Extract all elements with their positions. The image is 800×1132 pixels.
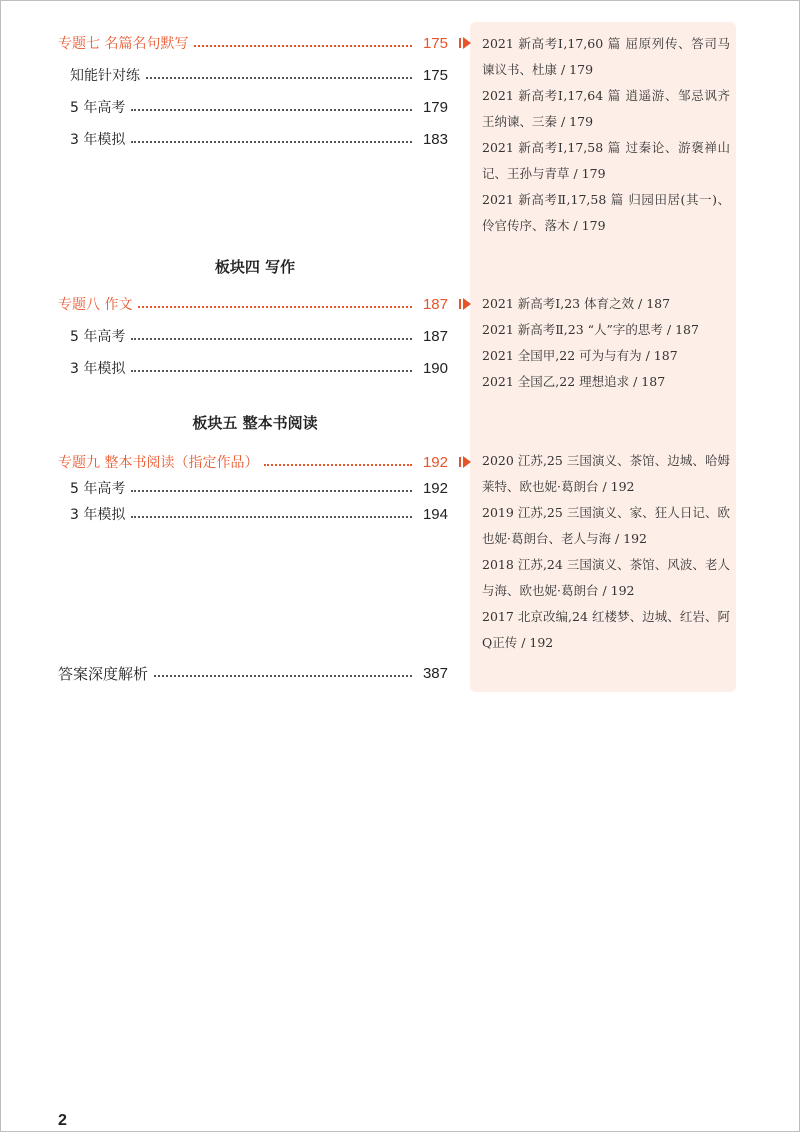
- pointer-arrow-icon: [463, 456, 471, 468]
- leader-dots: [264, 464, 412, 466]
- toc-topic9-sub-1[interactable]: [70, 476, 448, 500]
- toc-sub-page: 190: [422, 359, 448, 377]
- toc-topic7-page: 175: [422, 34, 448, 52]
- ref-topic8-4: 2021 全国乙,22 理想追求 / 187: [482, 374, 666, 389]
- ref-topic9-3: 2018 江苏,24 三国演义、茶馆、风波、老人与海、欧也妮·葛朗台 / 192: [482, 557, 730, 598]
- ref-topic7-2: 2021 新高考Ⅰ,17,64 篇 逍遥游、邹忌讽齐王纳谏、三秦 / 179: [482, 88, 730, 129]
- page-number: 2: [58, 1112, 67, 1129]
- toc-sub-label: 知能针对练: [70, 68, 140, 84]
- ref-topic7-3: 2021 新高考Ⅰ,17,58 篇 过秦论、游褒禅山记、王孙与青草 / 179: [482, 140, 730, 181]
- leader-dots: [131, 490, 412, 492]
- toc-topic9[interactable]: [58, 450, 448, 474]
- leader-dots: [131, 109, 412, 111]
- toc-sub-label: 5 年高考: [70, 481, 126, 497]
- toc-topic7-sub-3[interactable]: [70, 127, 448, 151]
- toc-topic9-page: 192: [422, 453, 448, 471]
- toc-sub-label: 5 年高考: [70, 100, 126, 116]
- toc-topic9-label: 专题九 整本书阅读（指定作品）: [58, 455, 259, 471]
- toc-sub-page: 183: [422, 130, 448, 148]
- toc-sub-page: 194: [422, 505, 448, 523]
- toc-sub-page: 179: [422, 98, 448, 116]
- toc-sub-page: 187: [422, 327, 448, 345]
- leader-dots: [131, 516, 412, 518]
- ref-topic9-4: 2017 北京改编,24 红楼梦、边城、红岩、阿Q正传 / 192: [482, 609, 730, 650]
- toc-sub-page: 192: [422, 479, 448, 497]
- toc-topic8[interactable]: [58, 292, 448, 316]
- toc-topic8-label: 专题八 作文: [58, 297, 133, 313]
- leader-dots: [131, 338, 412, 340]
- toc-answer-label: 答案深度解析: [58, 664, 149, 683]
- block4-title: 板块四 写作: [214, 258, 296, 276]
- leader-dots: [194, 45, 412, 47]
- ref-topic7-4: 2021 新高考Ⅱ,17,58 篇 归园田居(其一)、伶官传序、落木 / 179: [482, 192, 730, 233]
- ref-topic8-2: 2021 新高考Ⅱ,23 “人”字的思考 / 187: [482, 322, 699, 337]
- ref-topic8-3: 2021 全国甲,22 可为与有为 / 187: [482, 348, 678, 363]
- leader-dots: [146, 77, 412, 79]
- toc-answer-page: 387: [422, 664, 448, 682]
- leader-dots: [131, 370, 412, 372]
- toc-topic8-page: 187: [422, 295, 448, 313]
- toc-sub-label: 3 年模拟: [70, 361, 126, 377]
- toc-topic7-sub-2[interactable]: [70, 95, 448, 119]
- ref-topic8-1: 2021 新高考Ⅰ,23 体育之效 / 187: [482, 296, 671, 311]
- leader-dots: [138, 306, 412, 308]
- leader-dots: [131, 141, 412, 143]
- pointer-arrow-icon: [463, 37, 471, 49]
- toc-topic7-label: 专题七 名篇名句默写: [58, 36, 189, 52]
- toc-sub-label: 3 年模拟: [70, 132, 126, 148]
- ref-topic7-1: 2021 新高考Ⅰ,17,60 篇 屈原列传、答司马谏议书、杜康 / 179: [482, 36, 730, 77]
- leader-dots: [154, 675, 412, 677]
- toc-topic7-sub-1[interactable]: [70, 63, 448, 87]
- toc-topic8-sub-2[interactable]: [70, 356, 448, 380]
- toc-sub-page: 175: [422, 66, 448, 84]
- block5-title: 板块五 整本书阅读: [192, 414, 318, 432]
- toc-topic8-sub-1[interactable]: [70, 324, 448, 348]
- ref-topic9-1: 2020 江苏,25 三国演义、茶馆、边城、哈姆莱特、欧也妮·葛朗台 / 192: [482, 453, 730, 494]
- toc-sub-label: 3 年模拟: [70, 507, 126, 523]
- toc-topic9-sub-2[interactable]: [70, 502, 448, 526]
- toc-answer-analysis[interactable]: [58, 661, 448, 685]
- ref-topic9-2: 2019 江苏,25 三国演义、家、狂人日记、欧也妮·葛朗台、老人与海 / 192: [482, 505, 730, 546]
- toc-topic7[interactable]: [58, 31, 448, 55]
- toc-sub-label: 5 年高考: [70, 329, 126, 345]
- pointer-arrow-icon: [463, 298, 471, 310]
